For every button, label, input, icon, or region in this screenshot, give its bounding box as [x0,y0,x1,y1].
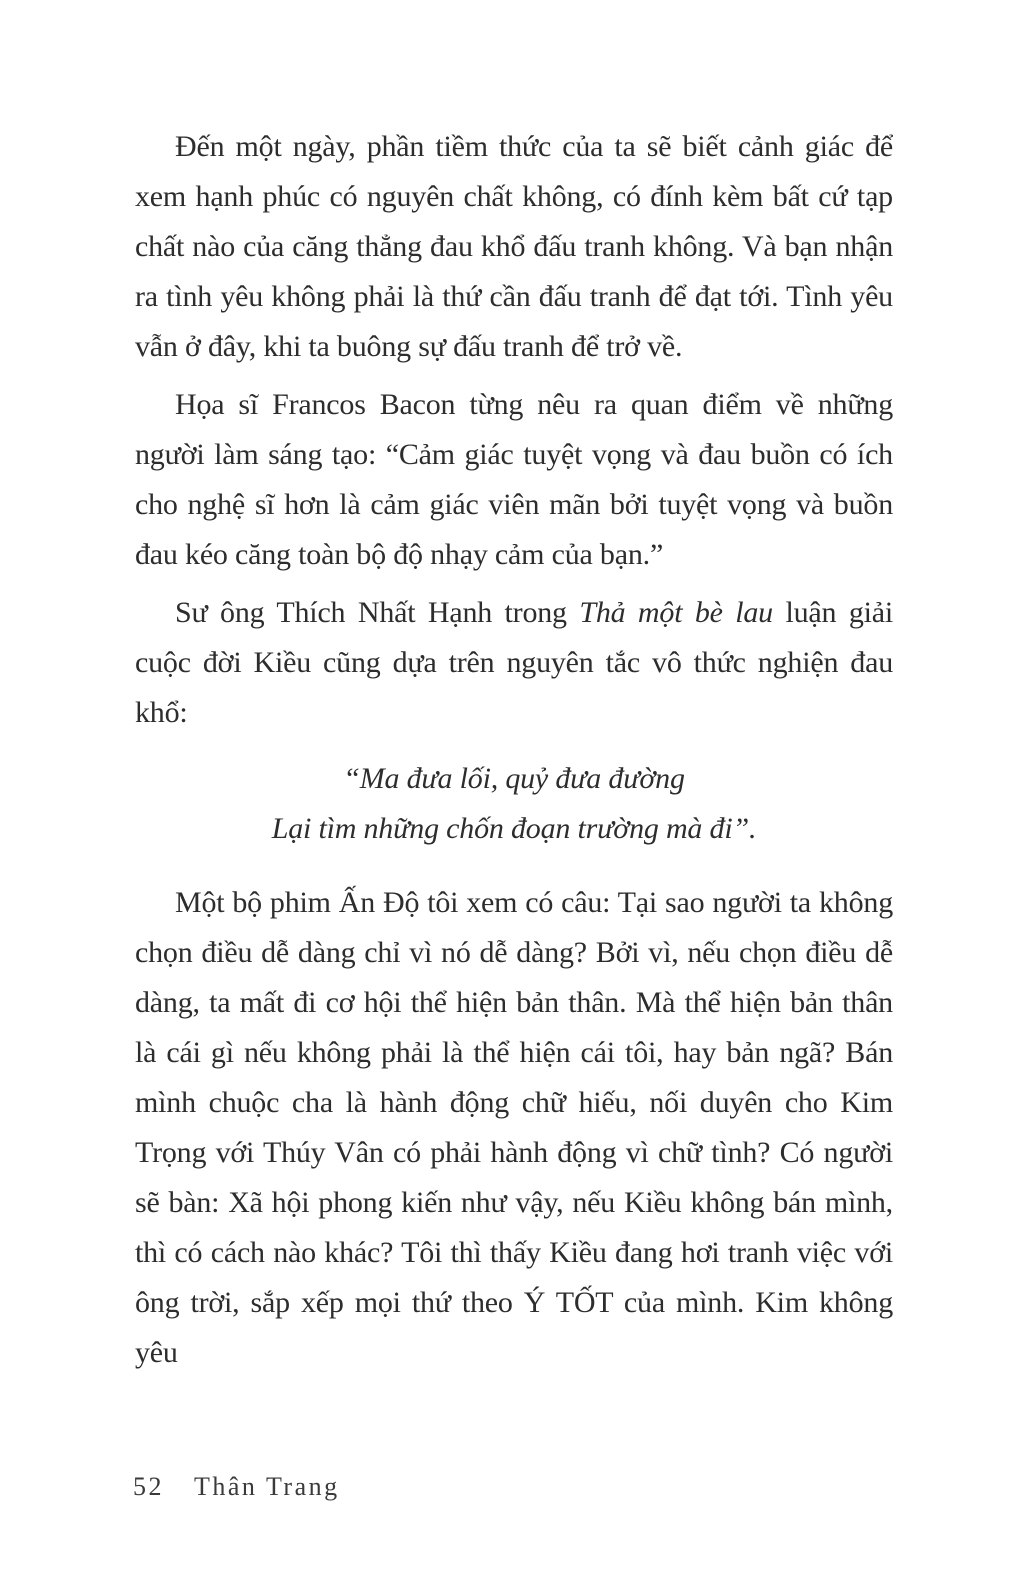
page-content [135,122,893,1378]
book-title-tha-mot-be-lau: Thả một bè lau [579,596,773,629]
paragraph-3-text-after: luận giải cuộc đời Kiều cũng dựa trên nguyên tắc vô thức nghiện đau khổ: [135,596,894,729]
paragraph-3 [135,588,893,738]
page-number: 52 [133,1472,164,1501]
paragraph-3-text-before: Sư ông Thích Nhất Hạnh trong [175,596,580,629]
paragraph-1: Đến một ngày, phần tiềm thức của ta sẽ biết cảnh giác để xem hạnh phúc có nguyên chất không, có đính kèm bất cứ tạp chất nào của căng thẳng đau khổ đấu tranh không. Và bạn nhận ra tình yêu không phải là thứ cần đấu tranh để đạt tới. Tình yêu vẫn ở đây, khi ta buông sự đấu tranh để trở về. [135,130,893,363]
paragraph-2: Họa sĩ Francos Bacon từng nêu ra quan điểm về những người làm sáng tạo: “Cảm giác tuyệt vọng và đau buồn có ích cho nghệ sĩ hơn là cảm giác viên mãn bởi tuyệt vọng và buồn đau kéo căng toàn bộ độ nhạy cảm của bạn.” [135,388,893,571]
running-title: Thân Trang [194,1472,340,1501]
poem-line-1: “Ma đưa lối, quỷ đưa đường [343,762,685,795]
page-footer [133,1472,340,1502]
poem-line-2: Lại tìm những chốn đoạn trường mà đi”. [271,812,757,845]
paragraph-4: Một bộ phim Ấn Độ tôi xem có câu: Tại sao người ta không chọn điều dễ dàng chỉ vì nó dễ dàng? Bởi vì, nếu chọn điều dễ dàng, ta mất đi cơ hội thể hiện bản thân. Mà thể hiện bản thân là cái gì nếu không phải là thể hiện cái tôi, hay bản ngã? Bán mình chuộc cha là hành động chữ hiếu, nối duyên cho Kim Trọng với Thúy Vân có phải hành động vì chữ tình? Có người sẽ bàn: Xã hội phong kiến như vậy, nếu Kiều không bán mình, thì có cách nào khác? Tôi thì thấy Kiều đang hơi tranh việc với ông trời, sắp xếp mọi thứ theo Ý TỐT của mình. Kim không yêu [135,886,893,1369]
poem-quote [135,754,893,854]
